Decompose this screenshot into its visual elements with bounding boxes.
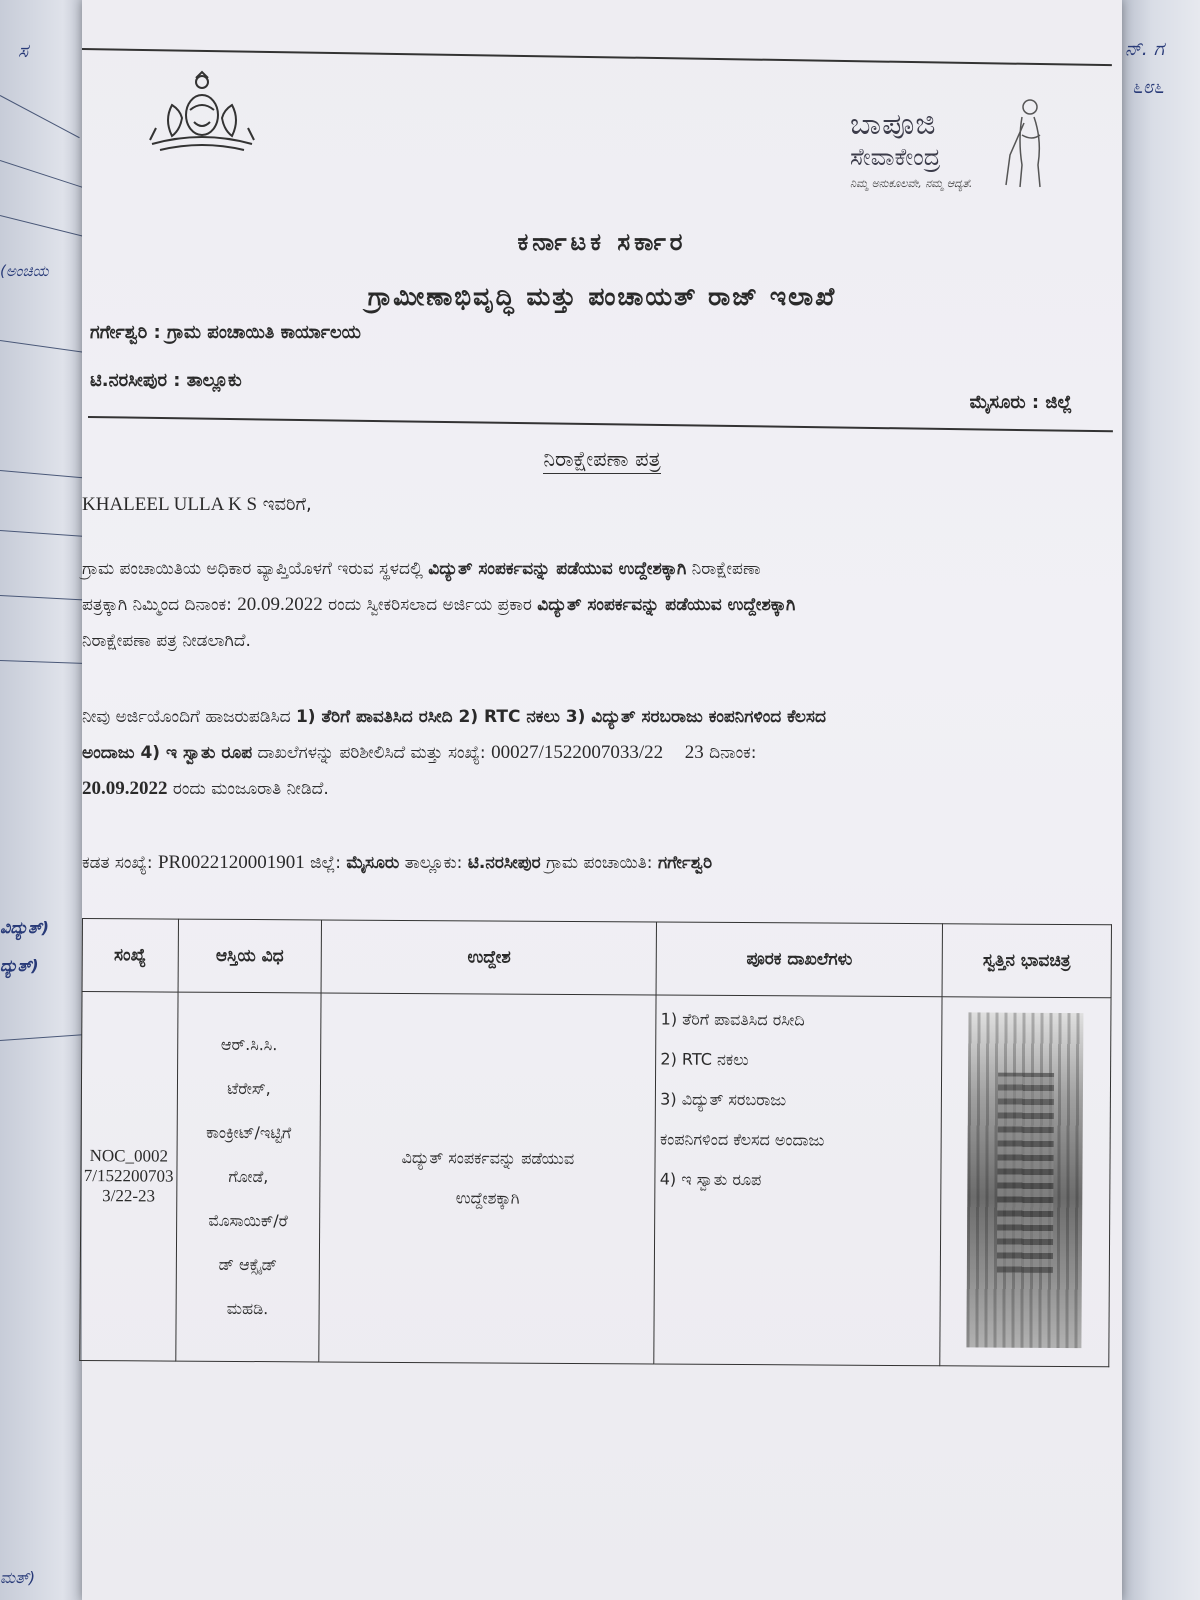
property-line: ಡ್ ಆಕ್ಸೈಡ್ — [218, 1254, 278, 1275]
loc-taluk: ಟಿ.ನರಸೀಪುರ — [467, 853, 541, 873]
paragraph-1 — [82, 551, 1092, 659]
para1-text: ಗ್ರಾಮ ಪಂಚಾಯಿತಿಯ ಅಧಿಕಾರ ವ್ಯಾಪ್ತಿಯೊಳಗೆ ಇರುವ ಸ್ಥಳದಲ್ಲಿ — [82, 559, 429, 579]
government-name: ಕರ್ನಾಟಕ ಸರ್ಕಾರ — [517, 228, 687, 256]
purpose-line: ಉದ್ದೇಶಕ್ಕಾಗಿ — [455, 1188, 520, 1208]
cell-property-type — [175, 992, 321, 1362]
document-item: 3) ವಿದ್ಯುತ್ ಸರಬರಾಜು — [660, 1089, 787, 1110]
loc-district: ಮೈಸೂರು — [346, 853, 400, 873]
para1-text: ನಿರಾಕ್ಷೇಪಣಾ ಪತ್ರ ನೀಡಲಾಗಿದೆ. — [82, 631, 251, 651]
loc-label: ಕಡತ ಸಂಖ್ಯೆ: — [82, 853, 158, 873]
margin-note: ನ್. ಗ — [1125, 38, 1165, 60]
para2-text: ರಂದು ಮಂಜೂರಾತಿ ನೀಡಿದೆ. — [167, 779, 329, 799]
table-row — [80, 992, 1111, 1367]
para2-text: ದಾಖಲೆಗಳನ್ನು ಪರಿಶೀಲಿಸಿದೆ ಮತ್ತು ಸಂಖ್ಯೆ: — [252, 743, 492, 763]
cell-documents — [654, 995, 942, 1366]
loc-label: ಜಿಲ್ಲೆ: — [304, 853, 347, 873]
cell-purpose — [319, 993, 656, 1364]
header-rule — [88, 416, 1113, 432]
documents-list: 1) ತೆರಿಗೆ ಪಾವತಿಸಿದ ರಸೀದಿ 2) RTC ನಕಲು 3) ವಿದ್ಯುತ್ ಸರಬರಾಜು ಕಂಪನಿಗಳಿಂದ ಕೆಲಸದ — [295, 707, 826, 727]
loc-label: ತಾಲ್ಲೂಕು: — [399, 853, 468, 873]
margin-note: ಸ — [18, 40, 29, 62]
photo-doorway — [997, 1072, 1054, 1272]
col-header-number: ಸಂಖ್ಯೆ — [82, 919, 178, 993]
margin-note: ದ್ಯುತ್) — [0, 956, 39, 975]
col-header-purpose: ಉದ್ದೇಶ — [321, 920, 656, 995]
loc-gram-panchayat: ಗರ್ಗೇಶ್ವರಿ — [657, 853, 713, 873]
property-line: ಮೊಸಾಯಿಕ್/ರೆ — [208, 1210, 288, 1231]
para1-text: ನಿರಾಕ್ಷೇಪಣಾ — [686, 559, 761, 579]
brand-tagline: ನಿಮ್ಮ ಅನುಕೂಲವೇ, ನಮ್ಮ ಆದ್ಯತೆ. — [850, 177, 973, 190]
underlying-page-left — [0, 0, 90, 1600]
paragraph-2 — [82, 699, 1092, 807]
property-line: ಟೆರೇಸ್, — [227, 1078, 271, 1099]
approval-number: 00027/1522007033/22 — [491, 742, 664, 763]
property-line: ಆರ್.ಸಿ.ಸಿ. — [220, 1034, 278, 1055]
addressee-suffix: ಇವರಿಗೆ, — [262, 494, 312, 515]
documents-list: ಅಂದಾಜು 4) ಇ ಸ್ವಾತು ರೂಪ — [82, 743, 253, 763]
para1-purpose: ವಿದ್ಯುತ್ ಸಂಪರ್ಕವನ್ನು ಪಡೆಯುವ ಉದ್ದೇಶಕ್ಕಾಗಿ — [537, 595, 796, 615]
top-rule — [82, 48, 1112, 66]
col-header-property-type: ಆಸ್ತಿಯ ವಿಧ — [178, 919, 322, 993]
department-name: ಗ್ರಾಮೀಣಾಭಿವೃದ್ಧಿ ಮತ್ತು ಪಂಚಾಯತ್ ರಾಜ್ ಇಲಾಖೆ — [367, 282, 837, 311]
col-header-documents: ಪೂರಕ ದಾಖಲೆಗಳು — [656, 922, 942, 997]
taluk-line: ಟಿ.ನರಸೀಪುರ : ತಾಲ್ಲೂಕು — [90, 370, 242, 391]
brand-main: ಬಾಪೂಜಿ — [850, 107, 937, 142]
document-title — [82, 447, 1122, 472]
margin-note: ಮತ್) — [0, 1568, 36, 1587]
table-header-row — [82, 919, 1111, 998]
underlying-page-right — [1120, 0, 1200, 1600]
document-item: 4) ಇ ಸ್ವಾತು ರೂಪ — [659, 1169, 762, 1190]
approval-number-suffix: 23 — [684, 742, 704, 763]
document-item: 1) ತೆರಿಗೆ ಪಾವತಿಸಿದ ರಸೀದಿ — [660, 1009, 805, 1030]
karnataka-emblem-icon — [142, 70, 262, 160]
property-line: ಗೋಡೆ, — [228, 1166, 269, 1187]
loc-label: ಗ್ರಾಮ ಪಂಚಾಯಿತಿ: — [540, 853, 658, 873]
margin-note: ೬೮೬ — [1132, 76, 1164, 98]
document-item: ಕಂಪನಿಗಳಿಂದ ಕೆಲಸದ ಅಂದಾಜು — [659, 1129, 825, 1150]
approval-date: 20.09.2022 — [82, 778, 168, 799]
para1-text: ಪತ್ರಕ್ಕಾಗಿ ನಿಮ್ಮಿಂದ ದಿನಾಂಕ: — [82, 595, 238, 615]
bapuji-sevakendra-logo — [842, 95, 1062, 195]
document-title-text: ನಿರಾಕ್ಷೇಪಣಾ ಪತ್ರ — [543, 447, 660, 474]
brand-sub: ಸೇವಾಕೇಂದ್ರ — [850, 143, 941, 171]
noc-document — [82, 0, 1122, 1600]
district-line: ಮೈಸೂರು : ಜಿಲ್ಲೆ — [969, 392, 1072, 413]
file-number: PR0022120001901 — [157, 852, 305, 873]
property-line: ಕಾಂಕ್ರೀಟ್/ಇಟ್ಟಿಗೆ — [206, 1122, 292, 1143]
addressee — [82, 487, 1092, 523]
gandhi-figure-icon — [992, 95, 1062, 190]
cell-number: NOC_00027/1522007033/22-23 — [80, 992, 178, 1362]
para1-purpose: ವಿದ್ಯುತ್ ಸಂಪರ್ಕವನ್ನು ಪಡೆಯುವ ಉದ್ದೇಶಕ್ಕಾಗಿ — [428, 559, 687, 579]
margin-note: ವಿದ್ಯುತ್) — [0, 918, 49, 937]
para1-text: ರಂದು ಸ್ವೀಕರಿಸಲಾದ ಅರ್ಜಿಯ ಪ್ರಕಾರ — [322, 595, 538, 615]
property-line: ಮಹಡಿ. — [226, 1298, 269, 1319]
property-table — [79, 918, 1112, 1367]
document-item: 2) RTC ನಕಲು — [660, 1049, 749, 1070]
margin-note: (ಅಂಚಿಯ — [0, 262, 49, 280]
purpose-line: ವಿದ್ಯುತ್ ಸಂಪರ್ಕವನ್ನು ಪಡೆಯುವ — [401, 1147, 575, 1169]
cell-photo — [940, 997, 1111, 1367]
location-line — [82, 845, 1092, 881]
para2-text: ನೀವು ಅರ್ಜಿಯೊಂದಿಗೆ ಹಾಜರುಪಡಿಸಿದ — [82, 707, 296, 727]
office-line: ಗರ್ಗೇಶ್ವರಿ : ಗ್ರಾಮ ಪಂಚಾಯಿತಿ ಕಾರ್ಯಾಲಯ — [90, 322, 361, 343]
para2-text: ದಿನಾಂಕ: — [703, 743, 757, 763]
col-header-photo: ಸ್ವತ್ತಿನ ಭಾವಚಿತ್ರ — [942, 924, 1111, 998]
property-photo — [967, 1012, 1084, 1348]
application-date: 20.09.2022 — [237, 594, 323, 615]
addressee-name: KHALEEL ULLA K S — [82, 494, 258, 515]
